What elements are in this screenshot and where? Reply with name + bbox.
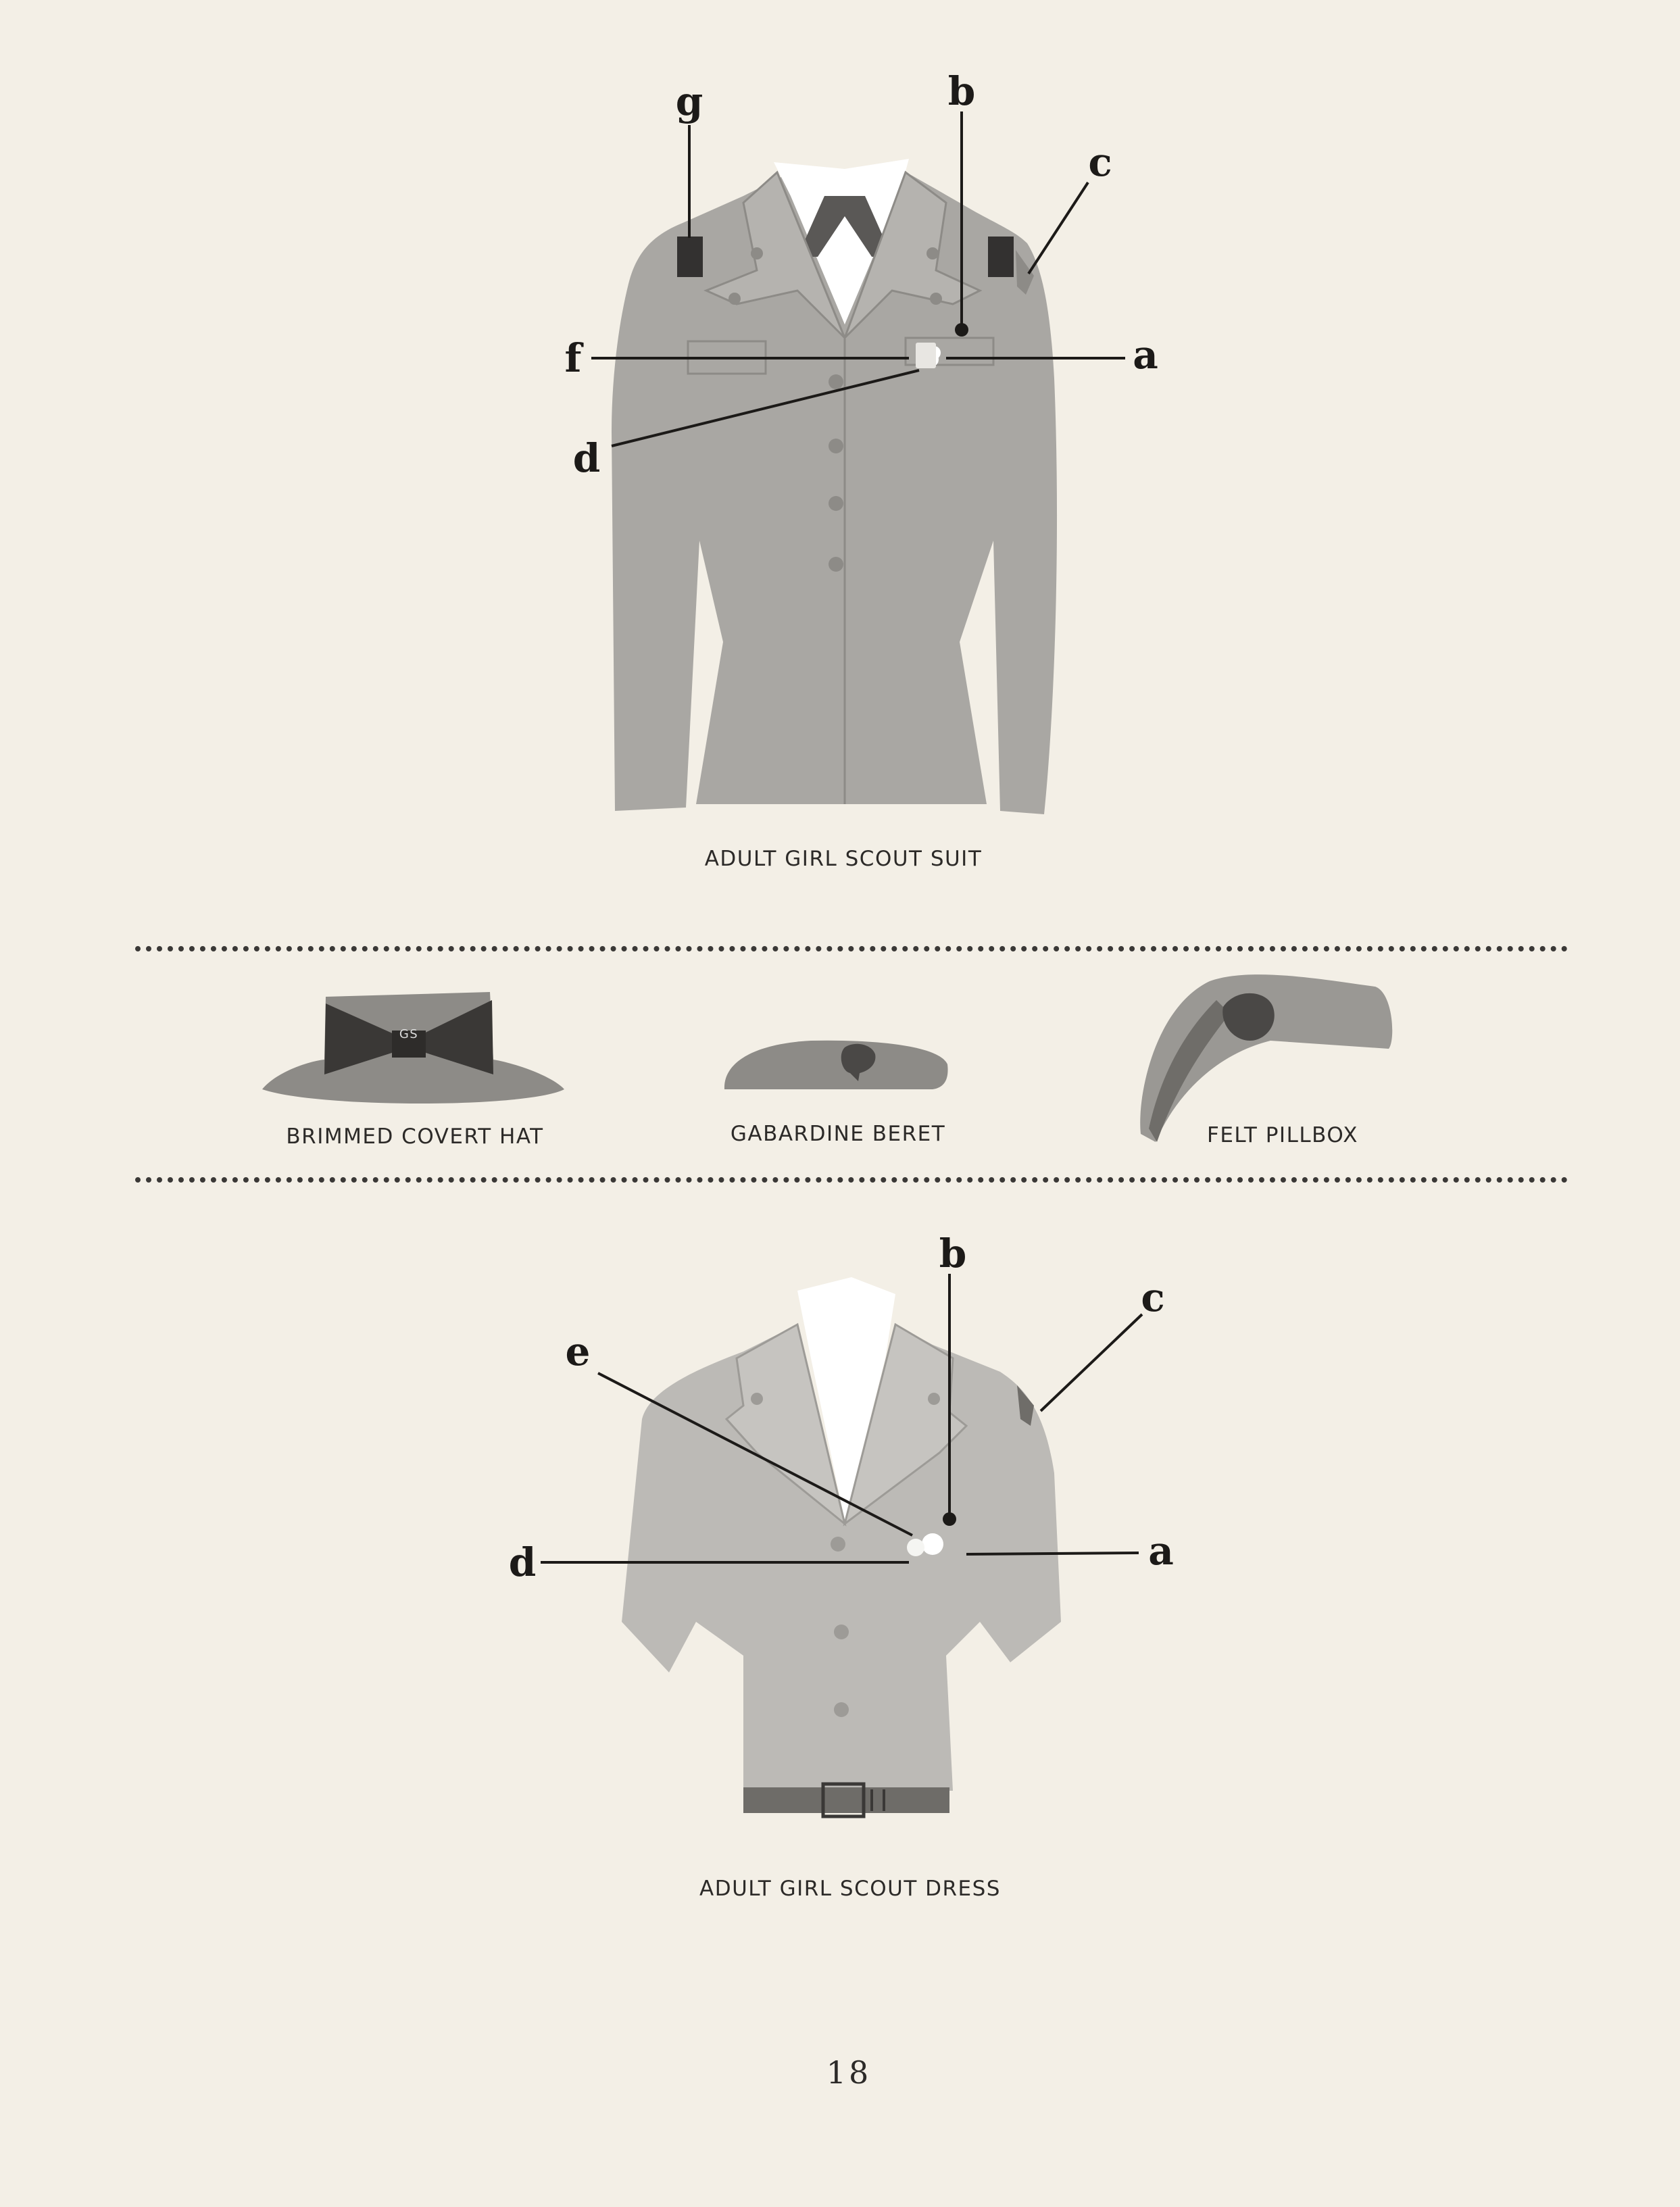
adult-suit-illustration: [591, 111, 1125, 814]
suit-label-c: c: [1088, 139, 1112, 185]
suit-label-f: f: [564, 335, 582, 381]
suit-label-a: a: [1133, 332, 1158, 378]
dress-label-a: a: [1148, 1528, 1174, 1574]
suit-label-d: d: [572, 435, 601, 481]
brimmed-covert-hat-illustration: [262, 992, 564, 1104]
dotted-divider-top: [135, 946, 1568, 951]
dress-label-d: d: [508, 1539, 537, 1585]
hat-monogram: GS: [399, 1027, 419, 1041]
page-number: 18: [826, 2054, 872, 2091]
pillbox-caption: FELT PILLBOX: [1207, 1123, 1358, 1147]
gabardine-beret-illustration: [724, 1041, 948, 1089]
suit-label-b: b: [947, 68, 976, 114]
beret-caption: GABARDINE BERET: [730, 1122, 946, 1146]
dress-label-b: b: [939, 1231, 967, 1276]
suit-label-g: g: [675, 78, 703, 124]
felt-pillbox-illustration: [1140, 974, 1392, 1142]
hat-caption: BRIMMED COVERT HAT: [286, 1124, 544, 1149]
adult-dress-illustration: [541, 1274, 1142, 1816]
dress-label-c: c: [1141, 1274, 1165, 1320]
dress-label-e: e: [565, 1329, 591, 1374]
suit-caption: ADULT GIRL SCOUT SUIT: [704, 847, 983, 871]
dotted-divider-bottom: [135, 1177, 1568, 1183]
dress-caption: ADULT GIRL SCOUT DRESS: [699, 1877, 1001, 1901]
